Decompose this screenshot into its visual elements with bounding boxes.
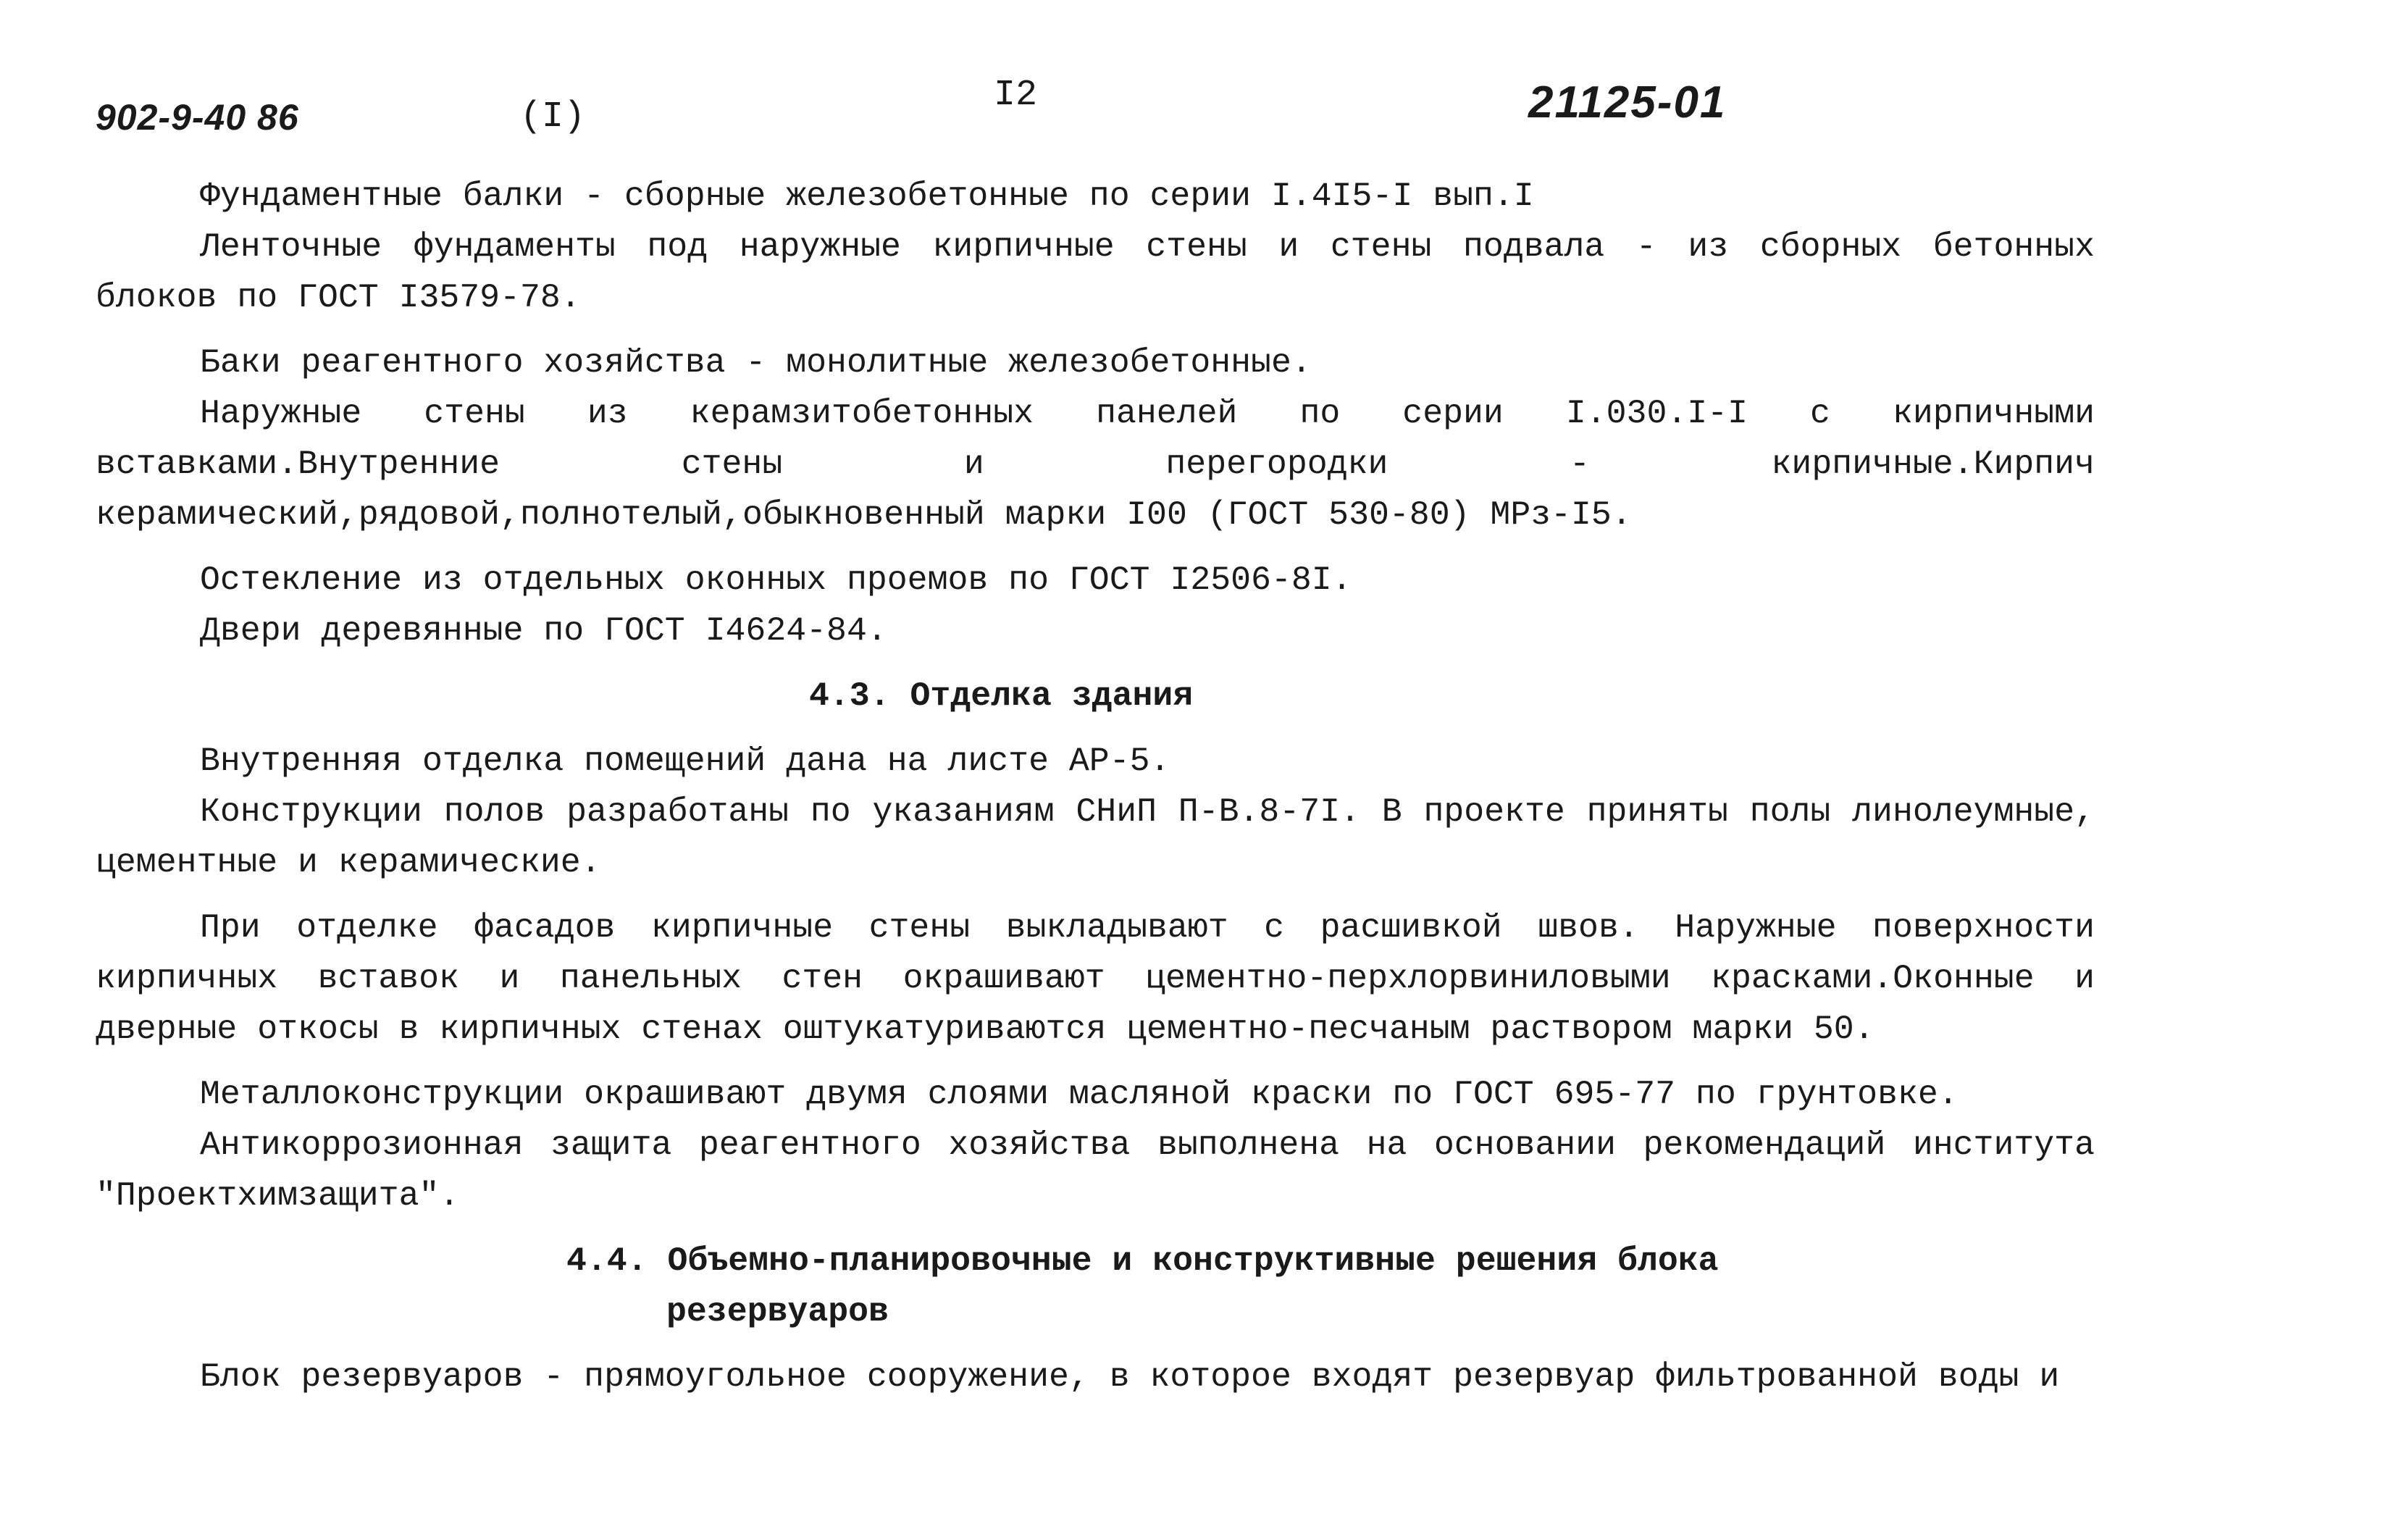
paragraph-doors: Двери деревянные по ГОСТ I4624-84. (200, 611, 887, 650)
section-heading-4-4 (96, 1236, 2095, 1337)
paragraph-walls: Наружные стены из керамзитобетонных панелей по серии I.030.I-I с кирпичными вставками.Внутренние стены и перегородки - кирпичные.Кирпич керамический,рядовой,полнотелый,обыкновенный марки I00 (ГОСТ 530-80) МРз-I5. (96, 394, 2095, 534)
paragraph-facades: При отделке фасадов кирпичные стены выкладывают с расшивкой швов. Наружные поверхности кирпичных вставок и панельных стен окрашивают цементно-перхлорвиниловыми красками.Оконные и дверные откосы в кирпичных стенах оштукатуриваются цементно-песчаным раствором марки 50. (96, 908, 2095, 1048)
sheet-marker: (I) (520, 96, 586, 138)
paragraph-floors: Конструкции полов разработаны по указаниям СНиП П-В.8-7I. В проекте приняты полы линолеумные, цементные и керамические. (96, 792, 2095, 882)
paragraph-metal-painting: Металлоконструкции окрашивают двумя слоями масляной краски по ГОСТ 695-77 по грунтовке. (200, 1075, 1959, 1113)
section-heading-4-3: 4.3. Отделка здания (809, 677, 1194, 715)
page-number: I2 (994, 75, 1038, 116)
document-body (96, 171, 2095, 1402)
paragraph-strip-foundations: Ленточные фундаменты под наружные кирпичные стены и стены подвала - из сборных бетонных блоков по ГОСТ I3579-78. (96, 227, 2095, 317)
paragraph-foundation-beams: Фундаментные балки - сборные железобетонные по серии I.4I5-I вып.I (200, 177, 1534, 215)
paragraph-reagent-tanks: Баки реагентного хозяйства - монолитные железобетонные. (200, 343, 1312, 382)
section-heading-4-4-line2: резервуаров (666, 1292, 889, 1331)
doc-code: 902-9-40 86 (96, 97, 299, 138)
paragraph-interior-finish: Внутренняя отделка помещений дана на листе АР-5. (200, 742, 1170, 780)
paragraph-reservoir-block: Блок резервуаров - прямоугольное сооружение, в которое входят резервуар фильтрованной воды и (200, 1357, 2060, 1396)
section-heading-4-4-line1: 4.4. Объемно-планировочные и конструктивные решения блока (566, 1242, 1719, 1280)
inventory-number: 21125-01 (1528, 78, 1727, 127)
paragraph-glazing: Остекление из отдельных оконных проемов по ГОСТ I2506-8I. (200, 561, 1352, 599)
paragraph-anticorrosion: Антикоррозионная защита реагентного хозяйства выполнена на основании рекомендаций института "Проектхимзащита". (96, 1126, 2095, 1215)
